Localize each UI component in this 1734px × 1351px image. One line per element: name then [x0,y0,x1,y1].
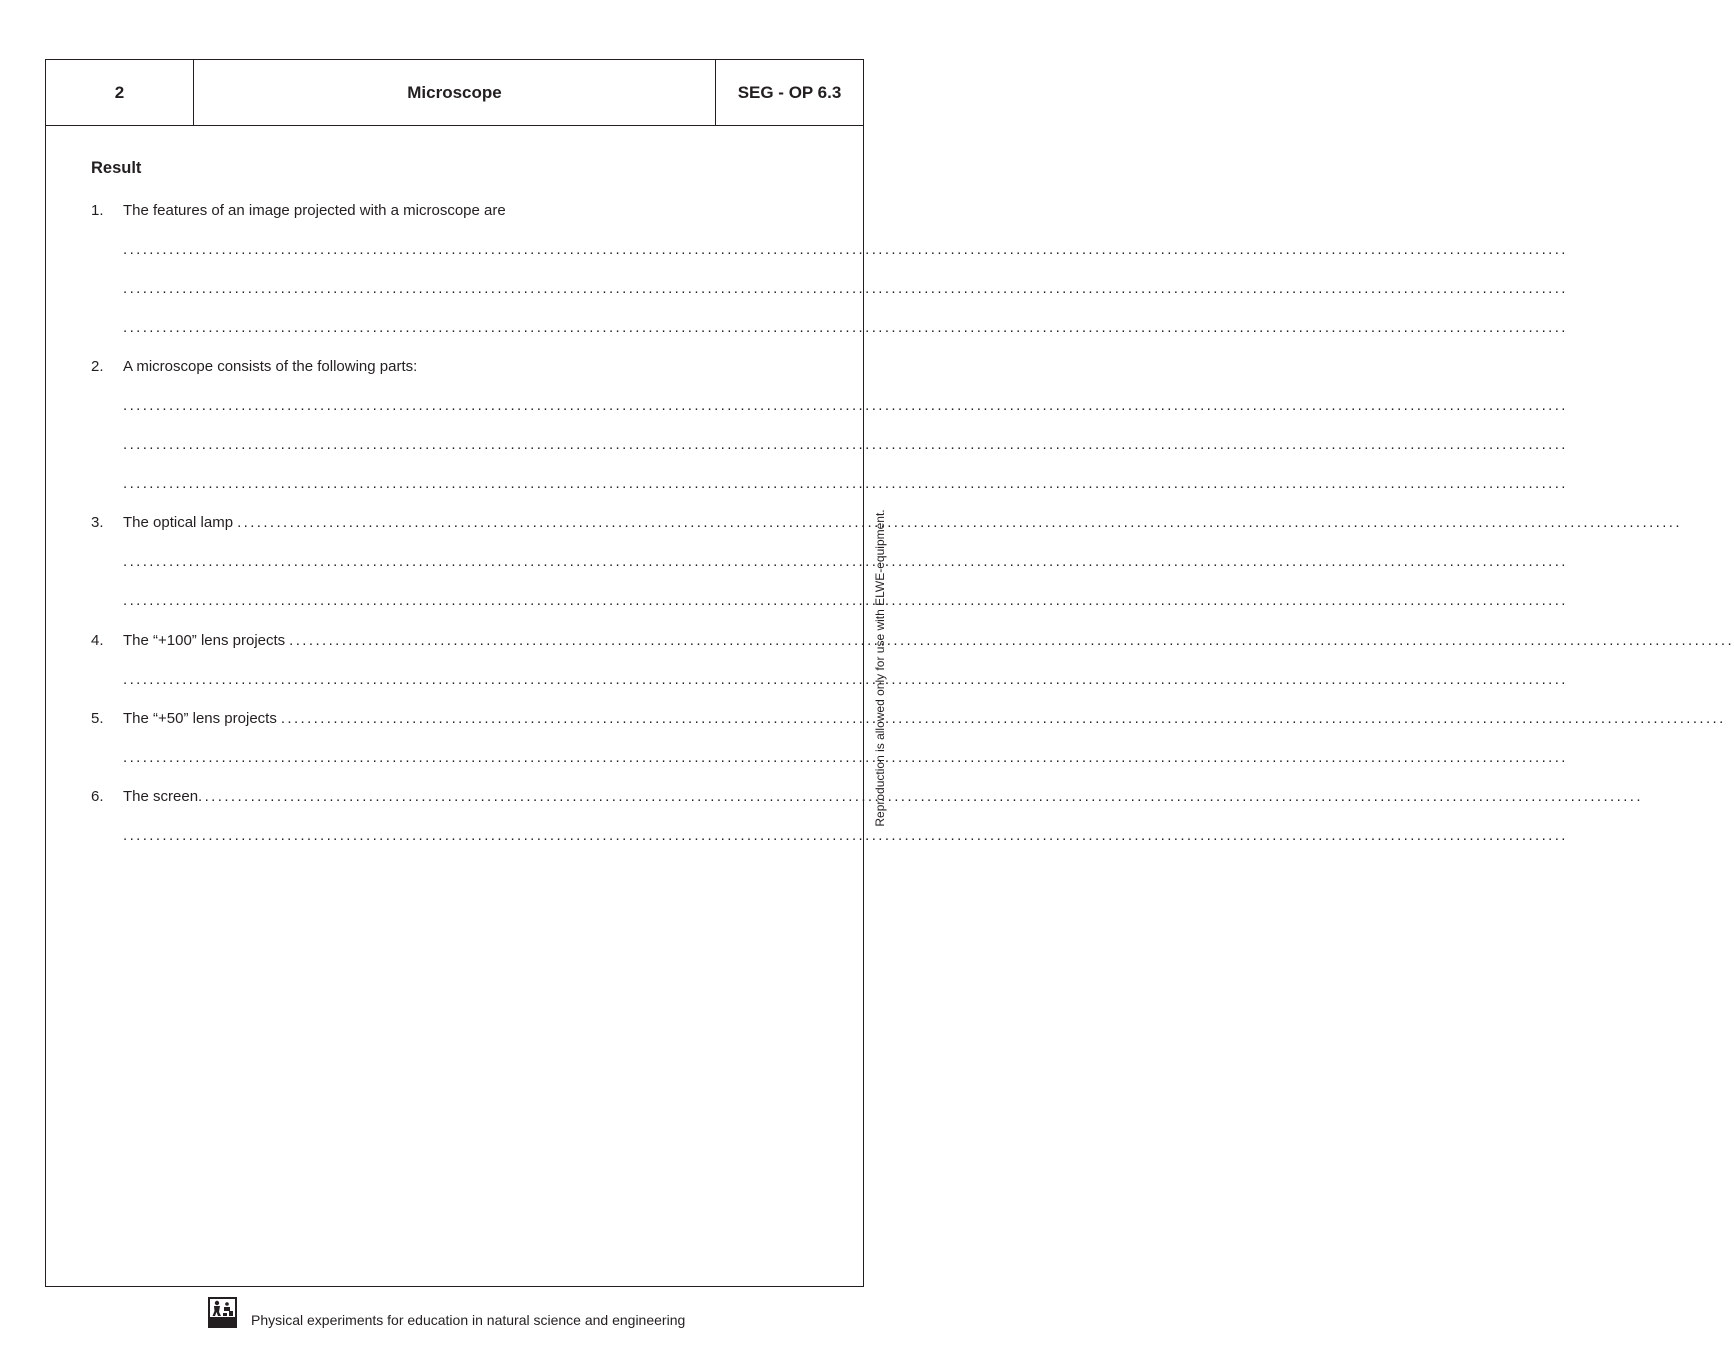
answer-line[interactable]: ............................................................................................................................................................................................................................ [123,241,1568,258]
answer-line[interactable]: ............................................................................................................................................................................................................................ [123,671,1568,688]
question-number: 1. [91,202,104,219]
answer-line[interactable]: ............................................................................................................................................................................................................................ [237,514,1682,531]
answer-line[interactable]: ............................................................................................................................................................................................................................ [123,475,1568,492]
question-text: The “+50” lens projects [123,710,277,727]
question-text: The features of an image projected with a microscope are [123,202,506,219]
footer-text: Physical experiments for education in natural science and engineering [251,1312,686,1328]
question-number: 2. [91,358,104,375]
footer [208,1297,685,1328]
answer-line[interactable]: ............................................................................................................................................................................................................................ [123,280,1568,297]
answer-line[interactable]: ............................................................................................................................................................................................................................ [198,788,1643,805]
question-4 [91,632,1734,652]
question-1 [91,202,810,222]
answer-line[interactable]: ............................................................................................................................................................................................................................ [289,632,1734,649]
question-number: 4. [91,632,104,649]
question-number: 6. [91,788,104,805]
question-text: The “+100” lens projects [123,632,286,649]
answer-line[interactable]: ............................................................................................................................................................................................................................ [280,710,1726,727]
question-number: 3. [91,514,104,531]
reproduction-note: Reproduction is allowed only for use with ELWE-equipment. [873,509,887,827]
header-bar [46,60,863,126]
question-3 [91,514,1682,534]
question-2 [91,358,810,378]
question-6 [91,788,1643,808]
answer-line[interactable]: ............................................................................................................................................................................................................................ [123,749,1568,766]
answer-line[interactable]: ............................................................................................................................................................................................................................ [123,827,1568,844]
answer-line[interactable]: ............................................................................................................................................................................................................................ [123,592,1568,609]
page-number: 2 [46,60,194,125]
answer-line[interactable]: ............................................................................................................................................................................................................................ [123,553,1568,570]
question-text: The screen [123,788,199,805]
elwe-logo-icon [208,1297,237,1328]
section-title: Result [91,159,142,177]
answer-line[interactable]: ............................................................................................................................................................................................................................ [123,319,1568,336]
question-text: A microscope consists of the following parts: [123,358,418,375]
document-code: SEG - OP 6.3 [737,82,842,102]
answer-line[interactable]: ............................................................................................................................................................................................................................ [123,436,1568,453]
page-title: Microscope [194,60,716,125]
question-number: 5. [91,710,104,727]
question-5 [91,710,1726,730]
answer-line[interactable]: ............................................................................................................................................................................................................................ [123,397,1568,414]
question-text: The optical lamp [123,514,234,531]
